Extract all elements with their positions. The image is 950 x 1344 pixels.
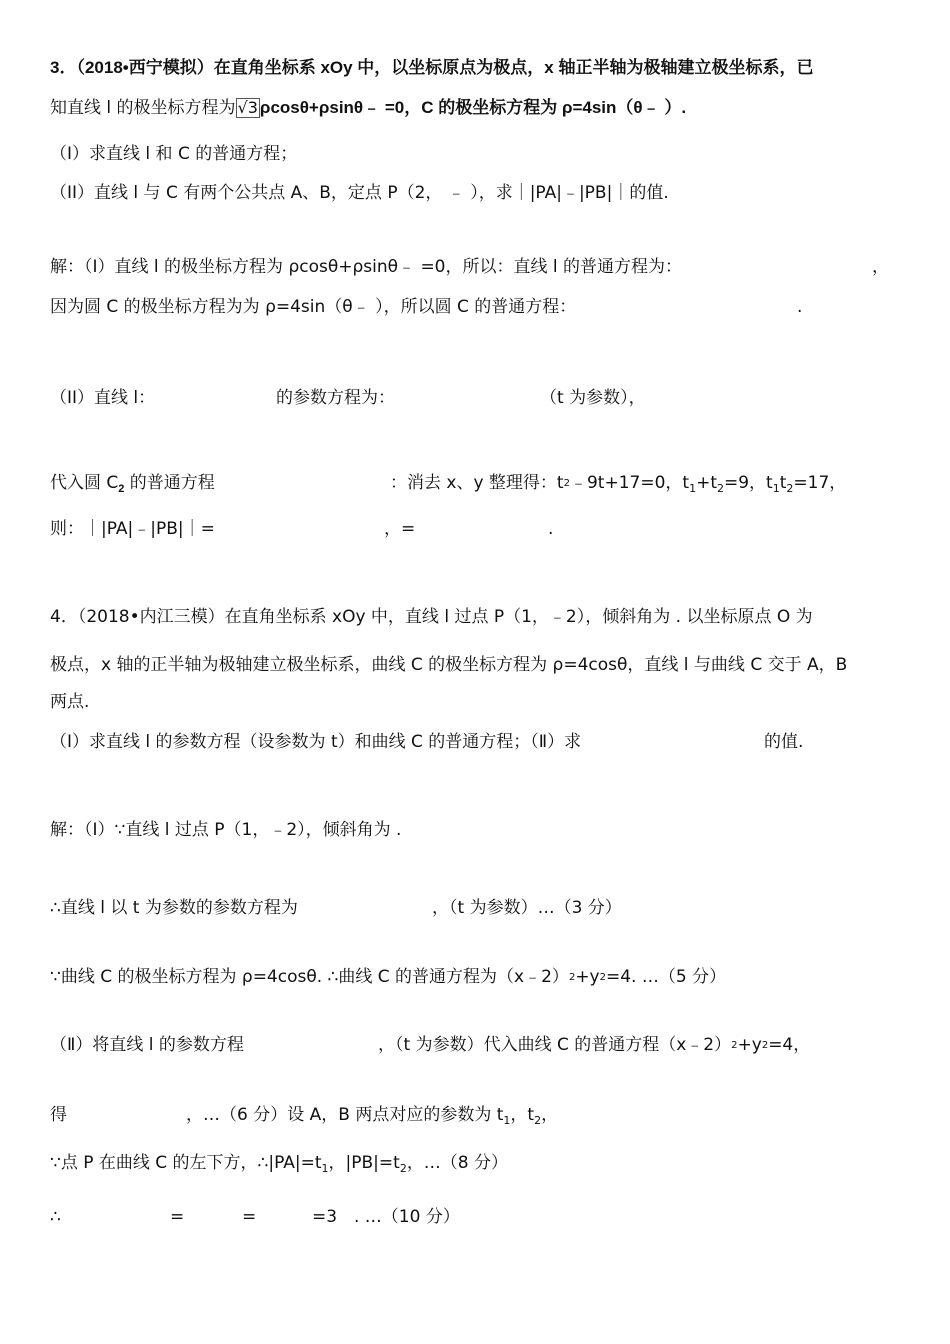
p4-line-1: 4．（2018•内江三模）在直角坐标系 xOy 中，直线 l 过点 P（1，﹣2），倾斜角为 . 以坐标原点 O 为 xyxy=(50,607,813,627)
p3-solution-2-end: . xyxy=(797,297,803,317)
p4-solution-2b: ，（t 为参数）…（3 分） xyxy=(432,898,622,918)
p4-solution-1: 解：（Ⅰ）∵直线 l 过点 P（1，﹣2），倾斜角为 . xyxy=(50,820,402,840)
p3-question-2: （II）直线 l 与 C 有两个公共点 A、B，定点 P（2， ﹣ ），求｜|PA|﹣|PB|｜的值. xyxy=(50,183,669,203)
p4-solution-5: 得 xyxy=(50,1105,67,1125)
p4-line-2: 极点，x 轴的正半轴为极轴建立极坐标系，曲线 C 的极坐标方程为 ρ=4cosθ，直线 l 与曲线 C 交于 A，B xyxy=(50,655,848,675)
p3-solution-5b: ，= xyxy=(384,519,416,539)
p4-line-3: 两点. xyxy=(50,692,90,712)
p3-solution-1-end: ， xyxy=(872,257,889,277)
p4-solution-4b: ，（t 为参数）代入曲线 C 的普通方程$(x﹣2)^2+y^2=4$， xyxy=(378,1035,811,1055)
p4-solution-3: ∵曲线 C 的极坐标方程为 ρ=4cosθ. ∴曲线 C 的普通方程为$(x﹣2)^2+y^2=4$. …（5 分） xyxy=(50,967,727,987)
p3-line-2: 知直线 l 的极坐标方程为 √3 ρcosθ+ρsinθ﹣ =0，C 的极坐标方程为 ρ=4sin（θ﹣ ）. xyxy=(50,98,687,118)
sqrt-symbol: √3 xyxy=(237,98,258,117)
p3-solution-5c: . xyxy=(548,519,554,539)
p3-solution-3b: 的参数方程为： xyxy=(276,388,395,408)
p3-solution-3c: （t 为参数）， xyxy=(540,388,646,408)
p3-solution-3a: （II）直线 l： xyxy=(50,388,156,408)
p3-line-1: 3．（2018•西宁模拟）在直角坐标系 xOy 中，以坐标原点为极点，x 轴正半轴为极轴建立极坐标系，已 xyxy=(50,58,814,77)
p4-solution-7c: = xyxy=(242,1207,257,1227)
p3-solution-5: 则：｜|PA|﹣|PB|｜= xyxy=(50,519,215,539)
p3-solution-2: 因为圆 C 的极坐标方程为为 ρ=4sin（θ﹣ ），所以圆 C 的普通方程： xyxy=(50,297,577,317)
p4-solution-6: ∵点 P 在曲线 C 的左下方，$\therefore|PA|=t_1$，$|PB|=t_2$，…（8 分） xyxy=(50,1153,509,1175)
p3-solution-4-eq: ：消去 x、y 整理得：$t^2﹣9t+17=0$，$t_1+t_2=9$，$t_1t_2=17$， xyxy=(390,473,847,495)
p4-solution-5b: ，…（6 分）设 A，B 两点对应的参数为 $t_1$，$t_2$， xyxy=(186,1105,559,1127)
p4-solution-2: ∴直线 l 以 t 为参数的参数方程为 xyxy=(50,898,298,918)
p4-solution-7: ∴ xyxy=(50,1207,61,1227)
p3-question-1: （I）求直线 l 和 C 的普通方程； xyxy=(50,144,298,164)
p4-solution-7d: =3 xyxy=(312,1207,338,1227)
p3-solution-4: 代入圆 $C_2$ 的普通方程 xyxy=(50,473,215,495)
p3-solution-1: 解：（I）直线 l 的极坐标方程为 ρcosθ+ρsinθ﹣ =0，所以：直线 l 的普通方程为： xyxy=(50,257,683,277)
p4-solution-7b: = xyxy=(170,1207,185,1227)
p4-question-end: 的值. xyxy=(764,732,804,752)
p4-solution-4: （Ⅱ）将直线 l 的参数方程 xyxy=(50,1035,244,1055)
p4-question: （Ⅰ）求直线 l 的参数方程（设参数为 t）和曲线 C 的普通方程；（Ⅱ）求 xyxy=(50,732,582,752)
p4-solution-7e: . …（10 分） xyxy=(354,1207,460,1227)
